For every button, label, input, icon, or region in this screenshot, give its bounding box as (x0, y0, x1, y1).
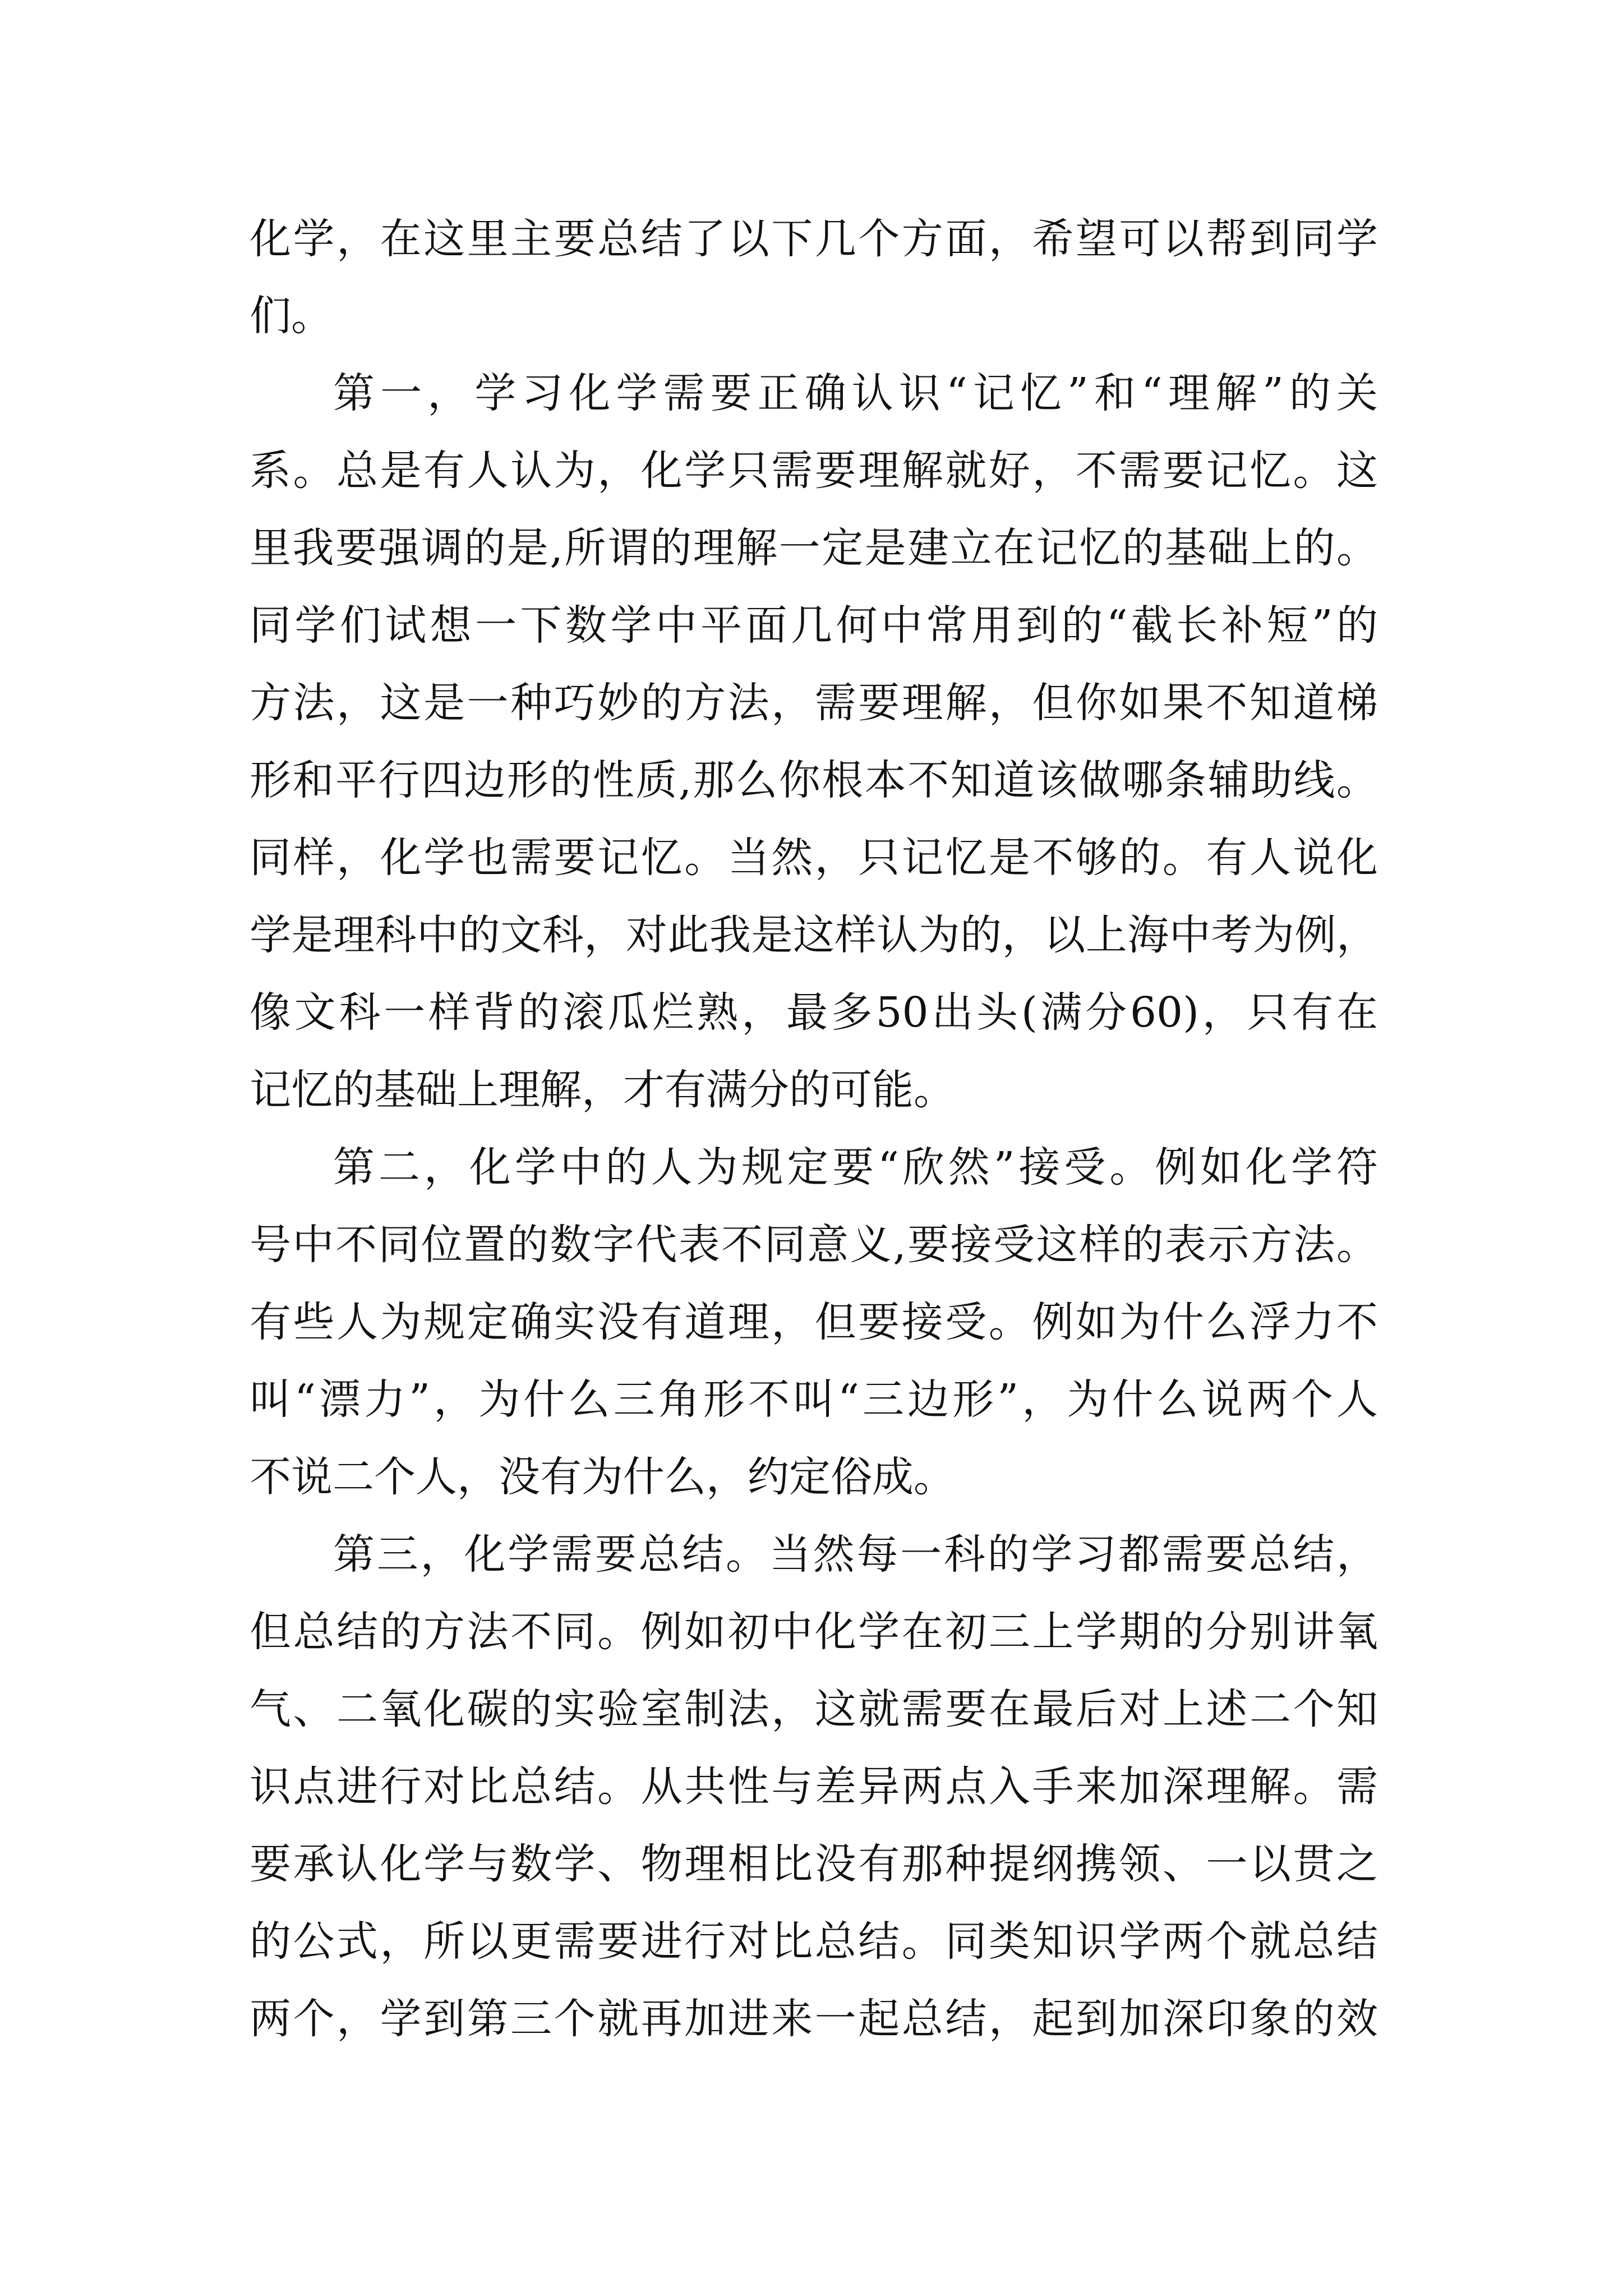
text-line: 叫“漂力”，为什么三角形不叫“三边形”，为什么说两个人 (250, 1375, 1378, 1424)
text-line: 的公式，所以更需要进行对比总结。同类知识学两个就总结 (250, 1917, 1378, 1966)
text-line: 化学，在这里主要总结了以下几个方面，希望可以帮到同学 (250, 215, 1378, 263)
text-line: 学是理科中的文科，对此我是这样认为的，以上海中考为例， (250, 911, 1378, 959)
text-line: 系。总是有人认为，化学只需要理解就好，不需要记忆。这 (250, 447, 1378, 495)
text-line: 不说二个人，没有为什么，约定俗成。 (250, 1453, 955, 1501)
text-line: 像文科一样背的滚瓜烂熟，最多50出头(满分60)，只有在 (250, 988, 1378, 1037)
text-line: 同样，化学也需要记忆。当然，只记忆是不够的。有人说化 (250, 834, 1378, 882)
text-line: 同学们试想一下数学中平面几何中常用到的“截长补短”的 (250, 601, 1378, 650)
text-line: 要承认化学与数学、物理相比没有那种提纲携领、一以贯之 (250, 1840, 1378, 1888)
text-line: 记忆的基础上理解，才有满分的可能。 (250, 1066, 955, 1114)
text-line: 有些人为规定确实没有道理，但要接受。例如为什么浮力不 (250, 1298, 1378, 1346)
text-line: 里我要强调的是,所谓的理解一定是建立在记忆的基础上的。 (250, 524, 1378, 572)
text-line: 方法，这是一种巧妙的方法，需要理解，但你如果不知道梯 (250, 679, 1378, 727)
text-line: 们。 (250, 292, 333, 340)
text-line: 识点进行对比总结。从共性与差异两点入手来加深理解。需 (250, 1763, 1378, 1811)
paragraph-first-line: 第二，化学中的人为规定要“欣然”接受。例如化学符 (333, 1143, 1378, 1191)
text-line: 号中不同位置的数字代表不同意义,要接受这样的表示方法。 (250, 1221, 1378, 1269)
text-line: 但总结的方法不同。例如初中化学在初三上学期的分别讲氧 (250, 1608, 1378, 1656)
paragraph-first-line: 第三，化学需要总结。当然每一科的学习都需要总结， (333, 1530, 1378, 1579)
text-line: 形和平行四边形的性质,那么你根本不知道该做哪条辅助线。 (250, 756, 1378, 804)
paragraph-first-line: 第一，学习化学需要正确认识“记忆”和“理解”的关 (333, 369, 1378, 417)
text-line: 两个，学到第三个就再加进来一起总结，起到加深印象的效 (250, 1995, 1378, 2043)
text-line: 气、二氧化碳的实验室制法，这就需要在最后对上述二个知 (250, 1685, 1378, 1733)
